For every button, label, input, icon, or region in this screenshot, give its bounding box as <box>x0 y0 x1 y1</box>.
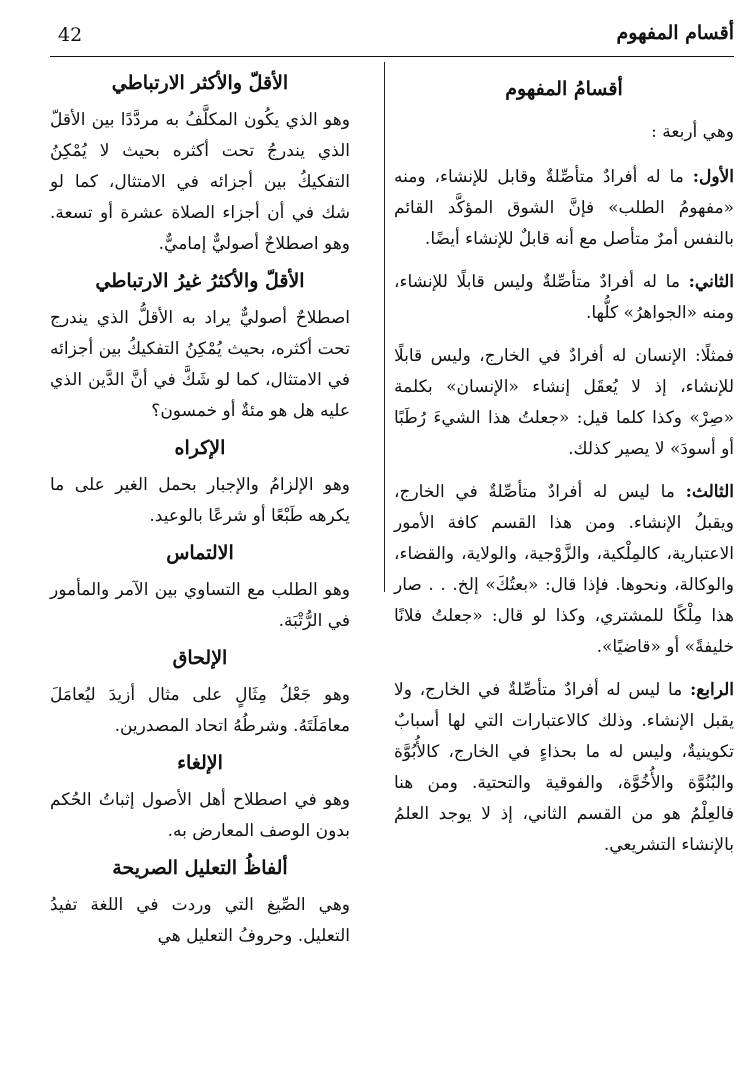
entry-text: ما ليس له أفرادٌ متأصِّلةٌ في الخارج، ويقبلُ الإنشاء. ومن هذا القسم كافة الأمور الاعتبارية، كالمِلْكية، والزَّوْجية، والولاية، والقضاء، والوكالة، ونحوها. فإذا قال: «بعتُكَ» إلخ. . . صار هذا مِلْكًا للمشتري، وكذا لو قال: «جعلتُ فلانًا خليفةً» أو «قاضيًا». <box>394 482 734 657</box>
entry-text: ما ليس له أفرادٌ متأصِّلةٌ في الخارج، ولا يقبل الإنشاء. وذلك كالاعتبارات التي لها أسبابٌ تكوينيةٌ، وليس له ما بحذاءٍ في الخارج، كالأُبُوَّة والبُنُوَّة والأُخُوَّة، والفوقية والتحتية. ومن هنا فالعِلْمُ هو من القسم الثاني، إذ لا يوجد العلمُ بالإنشاء التشريعي. <box>394 680 734 855</box>
column-divider <box>384 62 385 592</box>
section-text: وهو الإلزامُ والإجبار بحمل الغير على ما يكرهه طَبْعًا أو شرعًا بالوعيد. <box>50 475 350 526</box>
section-heading: الأقلّ والأكثر الارتباطي <box>111 72 289 94</box>
entry-label: الثالث: <box>685 482 734 502</box>
left-column <box>50 62 350 1072</box>
entry-first <box>394 162 734 255</box>
entry-third <box>394 477 734 663</box>
section-heading: الالتماس <box>166 542 234 564</box>
section-heading: الإلغاء <box>177 752 223 774</box>
section-text: وهو جَعْلُ مِثَالٍ على مثال أزيدَ ليُعامَلَ معامَلَتَهُ. وشرطُهُ اتحاد المصدرين. <box>50 685 350 736</box>
entry-text: ما له أفرادٌ متأصِّلةٌ وقابل للإنشاء، ومنه «مفهومُ الطلب» فإنَّ الشوق المؤكَّد القائم بالنفس أمرٌ متأصل مع أنه قابلٌ للإنشاء أيضًا. <box>394 167 734 249</box>
running-header-title: أقسام المفهوم <box>616 22 734 44</box>
entry-fourth <box>394 675 734 861</box>
right-column <box>394 62 734 1072</box>
entry-example <box>394 341 734 465</box>
entry-text: فمثلًا: الإنسان له أفرادٌ في الخارج، وليس قابلًا للإنشاء، إذ لا يُعقَل إنشاء «الإنسان» بكلمة «صِرْ» وكذا كلما قيل: «جعلتُ هذا الشيءَ رُطَبًا أو أسودَ» لا يصير كذلك. <box>394 346 734 459</box>
intro-text: وهي أربعة : <box>651 122 734 142</box>
section-heading: أقسامُ المفهوم <box>505 78 623 100</box>
section-heading: الإكراه <box>174 437 226 459</box>
entry-second <box>394 267 734 329</box>
section-heading: الأقلّ والأكثرُ غيرُ الارتباطي <box>95 270 305 292</box>
section-text: وهي الصِّيغ التي وردت في اللغة تفيدُ التعليل. وحروفُ التعليل هي <box>50 895 350 946</box>
section-heading: الإلحاق <box>172 647 228 669</box>
section-text: وهو الذي يكُون المكلَّفُ به مردَّدًا بين الأقلّ الذي يندرجُ تحت أكثره بحيث لا يُمْكِنُ التفكيكُ بين أجزائه في الامتثال، كما لو شك في أن أجزاء الصلاة عشرة أو تسعة. وهو اصطلاحٌ أصوليٌّ إماميٌّ. <box>50 110 350 254</box>
section-text: اصطلاحٌ أصوليٌّ يراد به الأقلُّ الذي يندرج تحت أكثره، بحيث يُمْكِنُ التفكيكُ بين أجزائه في الامتثال، كما لو شَكَّ في أنَّ الدَّين الذي عليه هل هو مئةٌ أو خمسون؟ <box>50 308 350 421</box>
section-heading: ألفاظُ التعليل الصريحة <box>112 857 288 879</box>
entry-text: ما له أفرادٌ متأصِّلةٌ وليس قابلًا للإنشاء، ومنه «الجواهرُ» كلُّها. <box>394 272 734 323</box>
section-text: وهو في اصطلاح أهل الأصول إثباتُ الحُكم بدون الوصف المعارض به. <box>50 790 350 841</box>
header-rule <box>50 56 734 57</box>
entry-label: الرابع: <box>689 680 734 700</box>
section-text: وهو الطلب مع التساوي بين الآمر والمأمور في الرُّتْبَة. <box>50 580 350 631</box>
entry-label: الثاني: <box>688 272 735 292</box>
entry-label: الأول: <box>692 167 735 187</box>
page-number: 42 <box>58 24 83 46</box>
